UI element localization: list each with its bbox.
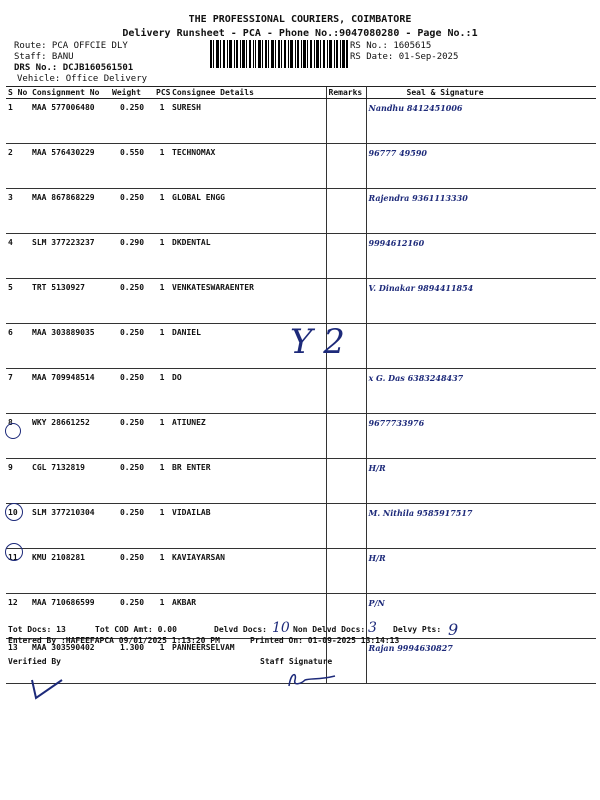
row-consignment-no: KMU 2108281 <box>30 549 110 594</box>
row-pcs: 1 <box>154 279 170 324</box>
row-consignee: DKDENTAL <box>170 234 326 279</box>
row-consignee: VIDAILAB <box>170 504 326 549</box>
col-consignee: Consignee Details <box>170 87 326 99</box>
row-weight: 0.250 <box>110 594 154 639</box>
delivered-docs-value: 10 <box>272 620 290 636</box>
row-remarks <box>326 414 366 459</box>
row-consignment-no: CGL 7132819 <box>30 459 110 504</box>
col-weight: Weight <box>110 87 154 99</box>
row-pcs: 1 <box>154 369 170 414</box>
row-remarks <box>326 144 366 189</box>
company-title: THE PROFESSIONAL COURIERS, COIMBATORE <box>188 14 412 25</box>
table-row <box>6 504 596 549</box>
row-signature: Rajendra 9361113330 <box>366 189 596 234</box>
table-row <box>6 549 596 594</box>
row-signature: V. Dinakar 9894411854 <box>366 279 596 324</box>
row-sno: 1 <box>6 99 30 144</box>
table-row <box>6 234 596 279</box>
row-sno: 5 <box>6 279 30 324</box>
circle-mark-9 <box>5 423 21 439</box>
row-sno: 9 <box>6 459 30 504</box>
printed-on: Printed On: 01-09-2025 13:14:13 <box>250 636 400 645</box>
barcode <box>210 40 348 68</box>
col-sno: S No <box>6 87 30 99</box>
row-consignment-no: MAA 303590402 <box>30 639 110 684</box>
col-remarks: Remarks <box>326 87 366 99</box>
row-consignee: VENKATESWARAENTER <box>170 279 326 324</box>
staff-label: Staff: BANU <box>14 52 74 62</box>
total-cod: Tot COD Amt: 0.00 <box>95 625 177 634</box>
delivery-points-value: 9 <box>448 620 459 639</box>
drs-label: DRS No.: DCJB160561501 <box>14 63 134 73</box>
table-row <box>6 189 596 234</box>
row-remarks <box>326 549 366 594</box>
row-pcs: 1 <box>154 594 170 639</box>
row-signature <box>366 324 596 369</box>
delivery-points-label: Delvy Pts: <box>393 625 442 634</box>
row-consignee: ATIUNEZ <box>170 414 326 459</box>
row-sno: 4 <box>6 234 30 279</box>
non-delivered-label: Non Delvd Docs: <box>293 625 366 634</box>
col-signature: Seal & Signature <box>366 87 596 99</box>
runsheet-subtitle: Delivery Runsheet - PCA - Phone No.:9047080280 - Page No.:1 <box>122 28 478 39</box>
row-consignment-no: MAA 577006480 <box>30 99 110 144</box>
row-signature: 9677733976 <box>366 414 596 459</box>
row-remarks <box>326 459 366 504</box>
table-row <box>6 369 596 414</box>
row-consignee: AKBAR <box>170 594 326 639</box>
row-pcs: 1 <box>154 189 170 234</box>
row-weight: 0.290 <box>110 234 154 279</box>
row-signature: Rajan 9994630827 <box>366 639 596 684</box>
row-sno: 6 <box>6 324 30 369</box>
remark-handwritten-mark: Y 2 <box>290 322 345 362</box>
table-row <box>6 99 596 144</box>
row-consignee: BR ENTER <box>170 459 326 504</box>
row-sno: 13 <box>6 639 30 684</box>
row-weight: 0.250 <box>110 504 154 549</box>
row-pcs: 1 <box>154 459 170 504</box>
row-consignee: SURESH <box>170 99 326 144</box>
verified-by-label: Verified By <box>8 657 61 666</box>
row-signature: P/N <box>366 594 596 639</box>
row-pcs: 1 <box>154 504 170 549</box>
row-weight: 0.250 <box>110 189 154 234</box>
row-remarks <box>326 504 366 549</box>
row-signature: x G. Das 6383248437 <box>366 369 596 414</box>
row-consignment-no: TRT 5130927 <box>30 279 110 324</box>
row-consignment-no: MAA 303889035 <box>30 324 110 369</box>
row-signature: Nandhu 8412451006 <box>366 99 596 144</box>
row-signature: H/R <box>366 459 596 504</box>
col-pcs: PCS <box>156 88 170 97</box>
row-sno: 7 <box>6 369 30 414</box>
verifier-signature <box>28 672 68 702</box>
total-docs: Tot Docs: 13 <box>8 625 66 634</box>
row-consignee: TECHNOMAX <box>170 144 326 189</box>
row-sno: 8 <box>6 414 30 459</box>
vehicle-label: Vehicle: Office Delivery <box>17 74 148 84</box>
row-pcs: 1 <box>154 144 170 189</box>
row-consignee: KAVIAYARSAN <box>170 549 326 594</box>
rs-date: RS Date: 01-Sep-2025 <box>350 52 459 62</box>
row-weight: 0.250 <box>110 324 154 369</box>
row-remarks <box>326 99 366 144</box>
row-consignment-no: MAA 709948514 <box>30 369 110 414</box>
row-pcs: 1 <box>154 639 170 684</box>
row-weight: 0.550 <box>110 144 154 189</box>
row-weight: 0.250 <box>110 459 154 504</box>
row-sno: 11 <box>6 549 30 594</box>
row-consignment-no: WKY 28661252 <box>30 414 110 459</box>
row-pcs: 1 <box>154 414 170 459</box>
circle-mark-12 <box>5 543 23 561</box>
row-sno: 10 <box>6 504 30 549</box>
circle-mark-11 <box>5 503 23 521</box>
row-sno: 12 <box>6 594 30 639</box>
row-signature: M. Nithila 9585917517 <box>366 504 596 549</box>
non-delivered-value: 3 <box>368 620 377 636</box>
table-row <box>6 459 596 504</box>
staff-signature-scribble <box>285 668 340 690</box>
row-signature: H/R <box>366 549 596 594</box>
row-consignee: GLOBAL ENGG <box>170 189 326 234</box>
row-consignee: DO <box>170 369 326 414</box>
table-row <box>6 279 596 324</box>
row-remarks <box>326 279 366 324</box>
row-consignee: DANIEL <box>170 324 326 369</box>
row-consignee: PANNEERSELVAM <box>170 639 326 684</box>
staff-signature-label: Staff Signature <box>260 657 333 666</box>
row-consignment-no: MAA 576430229 <box>30 144 110 189</box>
delivered-docs-label: Delvd Docs: <box>214 625 267 634</box>
row-pcs: 1 <box>154 99 170 144</box>
table-row <box>6 414 596 459</box>
row-weight: 0.250 <box>110 549 154 594</box>
row-remarks <box>326 189 366 234</box>
row-remarks <box>326 369 366 414</box>
row-weight: 0.250 <box>110 279 154 324</box>
row-remarks <box>326 234 366 279</box>
row-pcs: 1 <box>154 324 170 369</box>
row-signature: 96777 49590 <box>366 144 596 189</box>
row-pcs: 1 <box>154 234 170 279</box>
row-consignment-no: SLM 377210304 <box>30 504 110 549</box>
row-weight: 0.250 <box>110 369 154 414</box>
row-pcs: 1 <box>154 549 170 594</box>
route-label: Route: PCA OFFCIE DLY <box>14 41 128 51</box>
col-consignment: Consignment No <box>30 87 110 99</box>
row-consignment-no: MAA 867868229 <box>30 189 110 234</box>
row-weight: 0.250 <box>110 414 154 459</box>
entered-by: Entered By :HAFEEFAPCA 09/01/2025 1:13:20 PM <box>8 636 220 645</box>
rs-number: RS No.: 1605615 <box>350 41 432 51</box>
runsheet-table <box>6 86 596 684</box>
row-signature: 9994612160 <box>366 234 596 279</box>
row-sno: 2 <box>6 144 30 189</box>
table-row <box>6 144 596 189</box>
row-consignment-no: SLM 377223237 <box>30 234 110 279</box>
table-header-row <box>6 87 596 99</box>
row-weight: 1.300 <box>110 639 154 684</box>
row-consignment-no: MAA 710686599 <box>30 594 110 639</box>
row-weight: 0.250 <box>110 99 154 144</box>
row-sno: 3 <box>6 189 30 234</box>
